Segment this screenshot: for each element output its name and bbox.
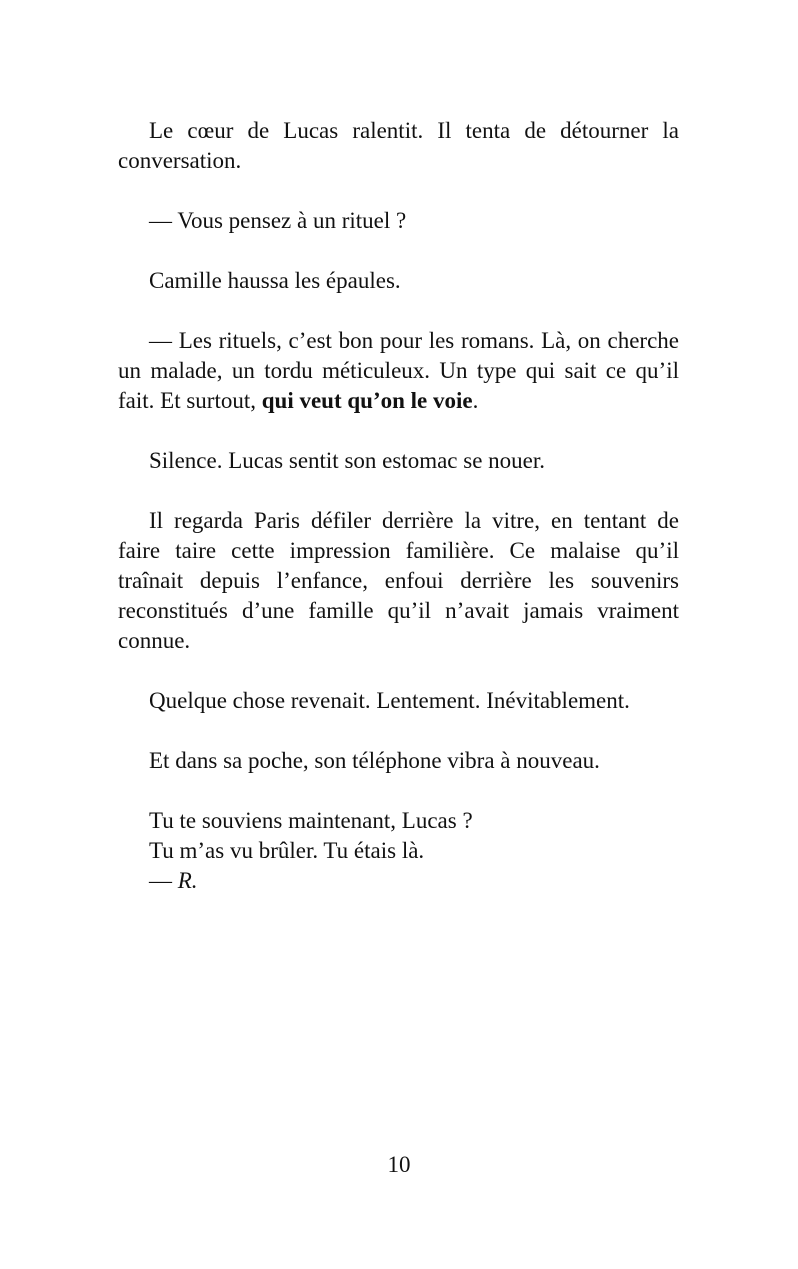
paragraph-2: — Vous pensez à un rituel ? [149,208,407,233]
paragraph-4 [118,326,679,416]
signature-dash: — [149,868,178,893]
paragraph-8: Et dans sa poche, son téléphone vibra à nouveau. [149,748,600,773]
message-line-2: Tu m’as vu brûler. Tu étais là. [149,838,425,863]
text-message [118,806,679,896]
paragraph-1: Le cœur de Lucas ralentit. Il tenta de détourner la conversation. [118,118,679,173]
paragraph-4-end: . [472,388,479,413]
message-signature [149,866,679,896]
paragraph-7: Quelque chose revenait. Lentement. Inévitablement. [149,688,630,713]
paragraph-3: Camille haussa les épaules. [149,268,401,293]
message-line-1: Tu te souviens maintenant, Lucas ? [149,808,473,833]
paragraph-4-bold: qui veut qu’on le voie [261,388,473,413]
paragraph-6: Il regarda Paris défiler derrière la vitre, en tentant de faire taire cette impression familière. Ce malaise qu’il traînait depuis l’enfance, enfoui derrière les souvenirs reconstitués d’une famille qu’il n’avait jamais vraiment connue. [118,508,679,653]
body-text [118,116,679,896]
paragraph-5: Silence. Lucas sentit son estomac se nouer. [149,448,546,473]
page-number: 10 [387,1152,411,1177]
signature-initial: R. [177,868,198,893]
paragraph-4-start: — Les rituels, c’est bon pour les romans. Là, on cherche un malade, un tordu méticuleux. Un type qui sait ce qu’il fait. Et surtout, [118,328,679,413]
